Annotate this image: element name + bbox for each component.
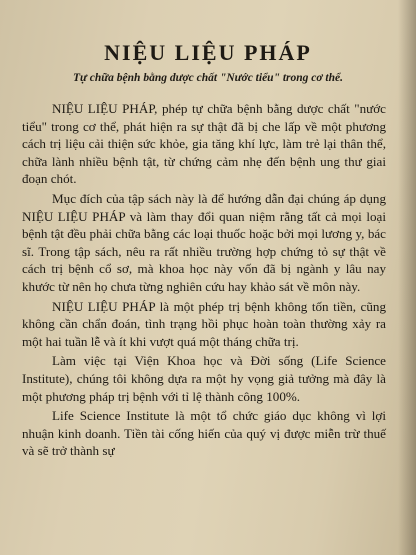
page-title: NIỆU LIỆU PHÁP	[104, 40, 312, 65]
body-text	[22, 100, 386, 460]
paragraph-2: Mục đích của tập sách này là để hướng dẫn đại chúng áp dụng NIỆU LIỆU PHÁP và làm thay đổi quan niệm rằng tất cả mọi loại bệnh tật đều phải chữa bằng các loại thuốc hoặc bởi mọi lương y, bác sĩ. Trong tập sách, nêu ra rất nhiều trường hợp chứng tỏ sự thật về cách trị bệnh cổ sơ, mà khoa học này vốn đã bị ngành y lâu nay khước từ nên họ chưa từng nghiên cứu hay khảo sát về môn này.	[22, 190, 386, 294]
paragraph-5: Life Science Institute là một tổ chức giáo dục không vì lợi nhuận kinh doanh. Tiền tài cống hiến của quý vị được miễn trừ thuế và sẽ trở thành sự	[22, 408, 386, 459]
paragraph-4: Làm việc tại Viện Khoa học và Đời sống (Life Science Institute), chúng tôi không dựa ra một hy vọng giả tưởng mà đây là một phương pháp trị bệnh với tỉ lệ thành công 100%.	[22, 353, 386, 404]
paragraph-1: NIỆU LIỆU PHÁP, phép tự chữa bệnh bằng dược chất "nước tiểu" trong cơ thể, phát hiện ra sự thật đã bị che lấp về một phương cách trị liệu cải thiện sức khỏe, gia tăng khí lực, làm trẻ lại thân thể, chữa lành nhiều bệnh tật, từ chứng cảm nhẹ đến bệnh ung thư giai đoạn chót.	[22, 101, 386, 187]
paragraph-3: NIỆU LIỆU PHÁP là một phép trị bệnh không tốn tiền, cũng không cần chẩn đoán, tình trạng hồi phục hoàn toàn thường xảy ra một hai tuần lễ và ít khi vượt quá một tháng chữa trị.	[22, 298, 386, 349]
page-subtitle: Tự chữa bệnh bằng dược chất "Nước tiểu" trong cơ thể.	[73, 72, 343, 84]
